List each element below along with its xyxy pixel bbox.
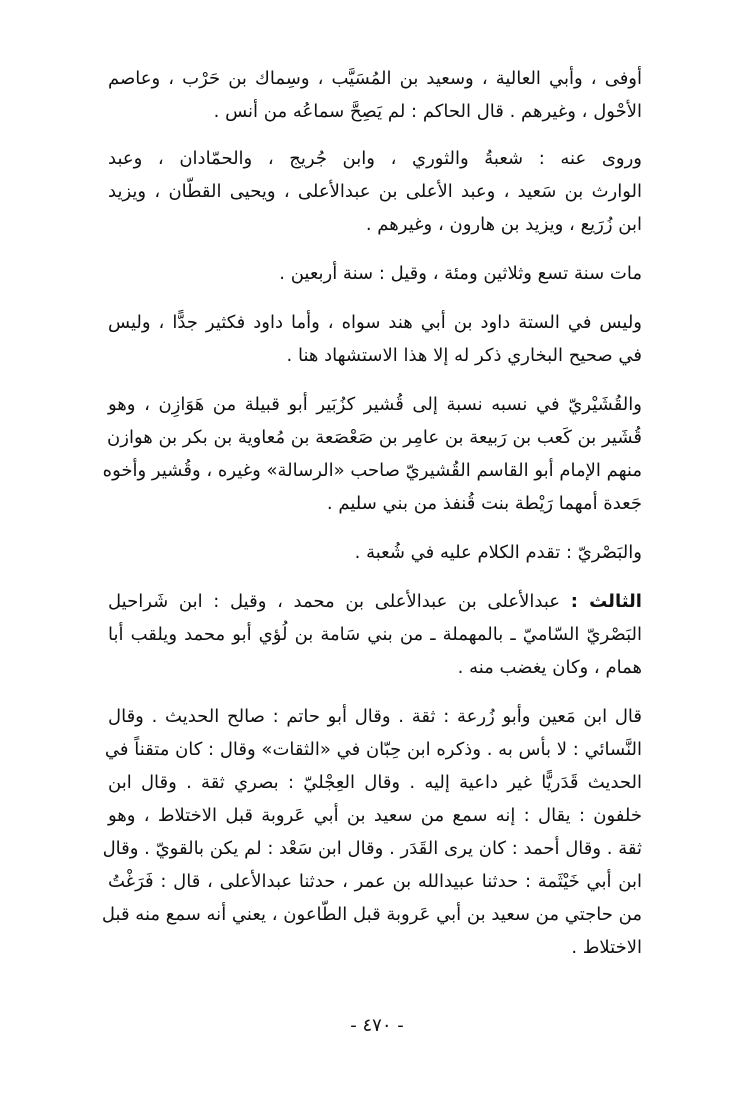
- text-line: الوارث بن سَعيد ، وعبد الأعلى بن عبدالأعلى ، ويحيى القطّان ، ويزيد: [108, 181, 642, 202]
- text-line: البَصْريّ السّاميّ ـ بالمهملة ـ من بني سَامة بن لُؤي أبو محمد ويلقب أبا: [108, 624, 642, 645]
- text-line: ابن زُرَيع ، ويزيد بن هارون ، وغيرهم .: [365, 214, 642, 235]
- text-line: من حاجتي من سعيد بن أبي عَروبة قبل الطّاعون ، يعني أنه سمع منه قبل: [101, 904, 642, 925]
- book-page: [101, 62, 642, 964]
- text-line: أوفى ، وأبي العالية ، وسعيد بن المُسَيَّب ، وسِماك بن حَرْب ، وعاصم: [108, 68, 642, 89]
- text-line: الحديث قَدَريًّا غير داعية إليه . وقال العِجْليّ : بصري ثقة . وقال ابن: [108, 772, 642, 793]
- text-line: والقُشَيْريّ في نسبه نسبة إلى قُشير كزُبَير أبو قبيلة من هَوَازِن ، وهو: [108, 394, 642, 415]
- paragraph-death-date: [108, 257, 642, 290]
- text-line: همام ، وكان يغضب منه .: [457, 657, 642, 678]
- page-number: - ٤٧٠ -: [350, 1015, 404, 1036]
- text-line: قُشَير بن كَعب بن رَبيعة بن عامِر بن صَعْصَعة بن مُعاوية بن بكر بن هوازن: [107, 427, 642, 448]
- text-line: مات سنة تسع وثلاثين ومئة ، وقيل : سنة أربعين .: [279, 263, 642, 284]
- text-line: وروى عنه : شعبةُ والثوري ، وابن جُريج ، والحمّادان ، وعبد: [108, 148, 642, 169]
- text-line: ابن أبي خَيْثَمة : حدثنا عبيدالله بن عمر ، حدثنا عبدالأعلى ، قال : فَرَغْتُ: [108, 871, 642, 892]
- paragraph-students-list: [108, 142, 642, 241]
- text-line: قال ابن مَعين وأبو زُرعة : ثقة . وقال أبو حاتم : صالح الحديث . وقال: [108, 706, 642, 727]
- text-line: جَعدة أمهما رَيْطة بنت قُنفذ من بني سليم .: [326, 493, 642, 514]
- text-line: ثقة . وقال أحمد : كان يرى القَدَر . وقال ابن سَعْد : لم يكن بالقويّ . وقال: [102, 838, 642, 859]
- text-line: خلفون : يقال : إنه سمع من سعيد بن أبي عَروبة قبل الاختلاط ، وهو: [108, 805, 642, 826]
- text-line: النَّسائي : لا بأس به . وذكره ابن حِبّان في «الثقات» وقال : كان متقناً في: [104, 739, 642, 760]
- text-line: في صحيح البخاري ذكر له إلا هذا الاستشهاد هنا .: [286, 345, 642, 366]
- section-lead-third: الثالث :: [570, 591, 642, 612]
- paragraph-narrators-list: [108, 62, 642, 128]
- text-segment: عبدالأعلى بن عبدالأعلى بن محمد ، وقيل : ابن شَراحيل: [108, 591, 561, 612]
- paragraph-bukhari-note: [108, 306, 642, 372]
- text-line: الاختلاط .: [571, 937, 642, 958]
- text-line: منهم الإمام أبو القاسم القُشيريّ صاحب «الرسالة» وغيره ، وقُشير وأخوه: [102, 460, 642, 481]
- text-line: والبَصْريّ : تقدم الكلام عليه في شُعبة .: [354, 542, 642, 563]
- text-line: [108, 585, 642, 618]
- text-line: وليس في الستة داود بن أبي هند سواه ، وأما داود فكثير جدًّا ، وليس: [108, 312, 642, 333]
- paragraph-qushayri-lineage: [102, 388, 642, 520]
- paragraph-basri-note: [108, 536, 642, 569]
- paragraph-third-narrator: [108, 585, 642, 684]
- text-line: الأحْول ، وغيرهم . قال الحاكم : لم يَصِحَّ سماعُه من أنس .: [213, 101, 642, 122]
- paragraph-critics-opinions: [101, 700, 642, 964]
